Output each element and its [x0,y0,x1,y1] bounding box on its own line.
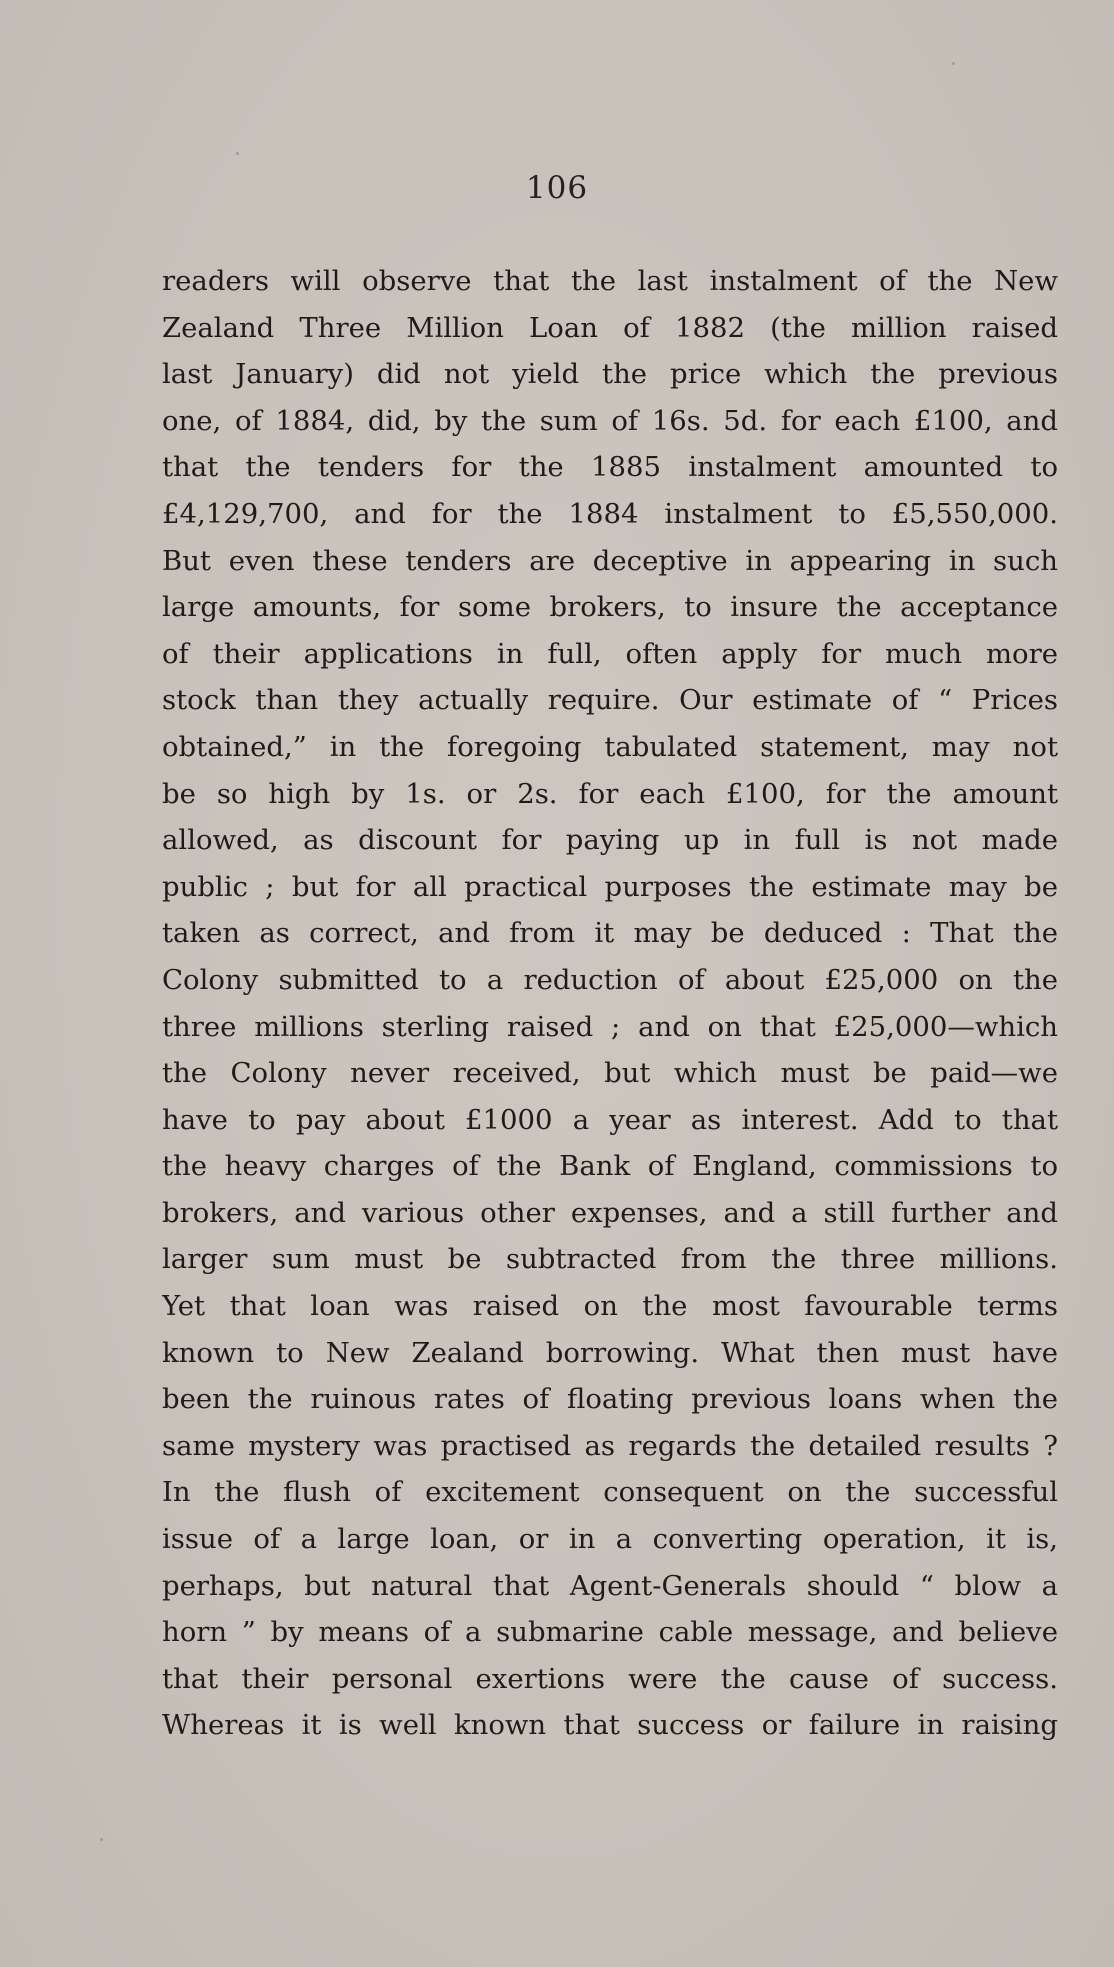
text-line: brokers, and various other expenses, and a still further and [162,1196,1058,1229]
text-line: stock than they actually require. Our estimate of “ Prices [162,684,1058,717]
text-line: obtained,” in the foregoing tabulated statement, may not [162,730,1058,763]
text-line: of their applications in full, often apply for much more [162,637,1058,670]
text-line: been the ruinous rates of floating previous loans when the [162,1383,1058,1416]
text-line: have to pay about £1000 a year as interest. Add to that [162,1103,1058,1136]
text-line: Yet that loan was raised on the most favourable terms [162,1290,1058,1323]
text-line: readers will observe that the last instalment of the New [162,265,1058,297]
text-line: In the flush of excitement consequent on the successful [162,1476,1058,1509]
paper-speck [952,62,955,65]
paper-speck [236,152,239,155]
text-line: that their personal exertions were the cause of success. [162,1662,1058,1695]
text-line: that the tenders for the 1885 instalment amounted to [162,451,1058,484]
text-line: the Colony never received, but which must be paid—we [162,1057,1058,1090]
text-line: taken as correct, and from it may be deduced : That the [162,917,1058,950]
text-line: £4,129,700, and for the 1884 instalment to £5,550,000. [162,497,1058,530]
text-line: same mystery was practised as regards the detailed results ? [162,1429,1058,1462]
text-line: Colony submitted to a reduction of about £25,000 on the [162,963,1058,996]
text-line: three millions sterling raised ; and on that £25,000—which [162,1010,1058,1043]
text-line: the heavy charges of the Bank of England, commissions to [162,1150,1058,1183]
paper-speck [100,1838,103,1841]
text-line: issue of a large loan, or in a converting operation, it is, [162,1523,1058,1556]
page-number: 106 [525,170,589,206]
text-line: larger sum must be subtracted from the three millions. [162,1243,1058,1276]
text-line: one, of 1884, did, by the sum of 16s. 5d. for each £100, and [162,404,1058,437]
text-line: public ; but for all practical purposes the estimate may be [162,870,1058,903]
text-line: large amounts, for some brokers, to insure the acceptance [162,591,1058,624]
text-line: last January) did not yield the price which the previous [162,358,1058,391]
text-line: Zealand Three Million Loan of 1882 (the million raised [162,311,1058,344]
text-line: known to New Zealand borrowing. What then must have [162,1336,1058,1369]
text-line: be so high by 1s. or 2s. for each £100, for the amount [162,777,1058,810]
text-line: perhaps, but natural that Agent-Generals should “ blow a [162,1569,1058,1602]
text-line: But even these tenders are deceptive in appearing in such [162,544,1058,577]
text-line: Whereas it is well known that success or failure in raising [162,1709,1058,1742]
text-line: horn ” by means of a submarine cable message, and believe [162,1616,1058,1649]
text-line: allowed, as discount for paying up in full is not made [162,824,1058,857]
body-text [162,258,1058,1749]
